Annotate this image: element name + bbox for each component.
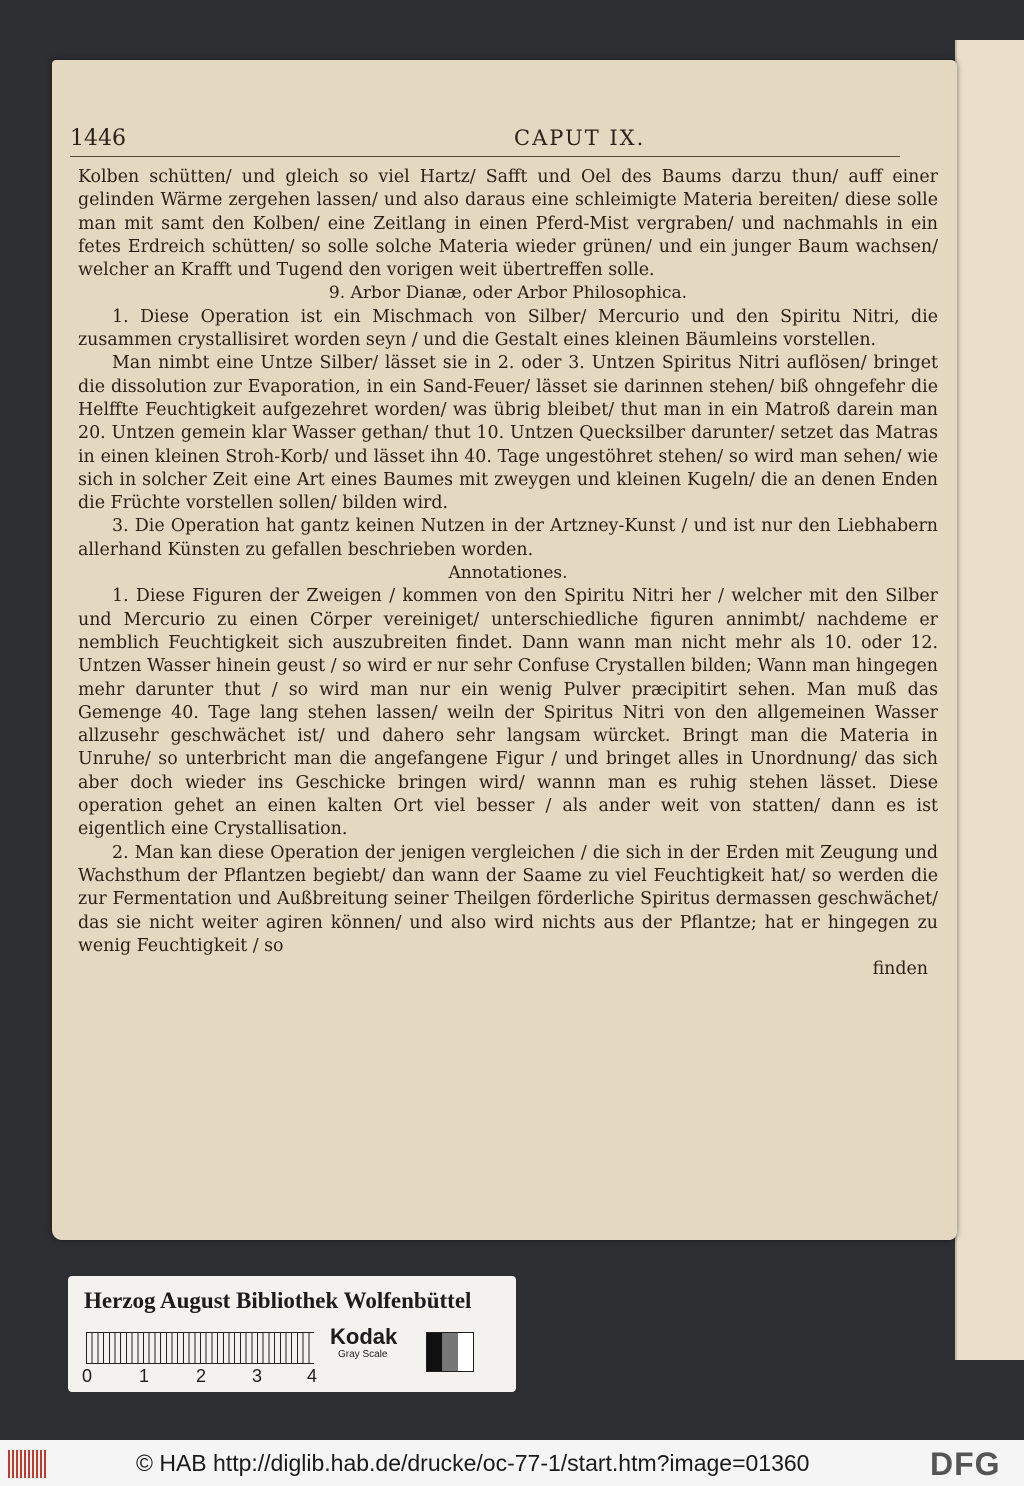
page-text	[78, 166, 938, 981]
page-number: 1446	[70, 126, 126, 151]
page-header	[70, 126, 900, 157]
paragraph: Kolben schütten/ und gleich so viel Hartz/ Safft und Oel des Baums darzu thun/ auff einer gelinden Wärme zergehen lassen/ und also daraus eine schleimigte Materia bereiten/ diese solle man mit samt den Kolben/ eine Zeitlang in einen Pferd-Mist vergraben/ und nachmahls in ein fetes Erdreich schütten/ so solle solche Materia wieder grünen/ und ein junger Baum wachsen/ welcher an Krafft und Tugend den vorigen weit übertreffen solle.	[78, 167, 938, 281]
running-head: CAPUT IX.	[514, 126, 646, 150]
scale-ruler	[86, 1332, 314, 1364]
section-heading: 9. Arbor Dianæ, oder Arbor Philosophica.	[328, 283, 688, 304]
catchword: finden	[872, 959, 928, 980]
facing-page	[955, 40, 1024, 1360]
barcode-icon	[8, 1450, 48, 1478]
gray-scale-patch	[426, 1332, 474, 1372]
ruler-number: 3	[252, 1366, 263, 1386]
library-name: Herzog August Bibliothek Wolfenbüttel	[84, 1288, 472, 1313]
section-heading: Annotationes.	[448, 563, 568, 584]
paragraph: 1. Diese Operation ist ein Mischmach von Silber/ Mercurio und den Spiritu Nitri, die zusammen crystallisiret worden seyn / und die Gestalt eines kleinen Bäumleins vorstellen.	[78, 306, 938, 351]
kodak-logo: Kodak	[330, 1324, 398, 1349]
ruler-number: 0	[82, 1366, 93, 1386]
library-card	[68, 1276, 516, 1392]
paragraph: Man nimbt eine Untze Silber/ lässet sie in 2. oder 3. Untzen Spiritus Nitri auflösen/ bringet die dissolution zur Evaporation, in ein Sand-Feuer/ lässet sie darinnen stehen/ biß ohngefehr die Helffte Feuchtigkeit aufgezehret worden/ was übrig bleibet/ thut man in ein Matroß darein man 20. Untzen gemein klar Wasser gethan/ thut 10. Untzen Quecksilber darunter/ setzet das Matras in einen kleinen Stroh-Korb/ und lässet ihn 40. Tage ungestöhret stehen/ so wird man sehen/ wie sich in solcher Zeit eine Art eines Baumes mit zweygen und kleinen Kugeln/ die an denen Enden die Früchte vorstellen sollen/ bilden wird.	[78, 353, 938, 514]
paragraph: 3. Die Operation hat gantz keinen Nutzen in der Artzney-Kunst / und ist nur den Liebhabern allerhand Künsten zu gefallen beschrieben worden.	[78, 516, 938, 560]
dfg-logo: DFG	[930, 1446, 1001, 1482]
ruler-number: 4	[307, 1366, 318, 1386]
paragraph: 2. Man kan diese Operation der jenigen vergleichen / die sich in der Erden mit Zeugung und Wachsthum der Pflantzen begiebt/ dan wann der Saame zu viel Feuchtigkeit hat/ so werden die zur Fermentation und Außbreitung seiner Theilgen förderliche Spiritus dermassen geschwächet/ das sie nicht weiter agiren können/ und also wird nichts aus der Pflantze; hat er hingegen zu wenig Feuchtigkeit / so	[78, 842, 938, 956]
ruler-number: 1	[139, 1366, 150, 1386]
footer-bar	[0, 1440, 1024, 1486]
ruler-number: 2	[196, 1366, 207, 1386]
source-citation[interactable]: © HAB http://diglib.hab.de/drucke/oc-77-1/start.htm?image=01360	[136, 1450, 810, 1476]
kodak-subtitle: Gray Scale	[338, 1349, 388, 1360]
paragraph: 1. Diese Figuren der Zweigen / kommen von den Spiritu Nitri her / welcher mit den Silber und Mercurio zu einen Cörper vereiniget/ unterschiedliche figuren annimbt/ nachdeme er nemblich Feuchtigkeit sich auszubreiten findet. Dann wann man nicht mehr als 10. oder 12. Untzen Wasser hinein geust / so wird er nur sehr Confuse Crystallen bilden; Wann man hingegen mehr darunter thut / so wird man nur ein wenig Pulver præcipitirt sehen. Man muß das Gemenge 40. Tage lang stehen lassen/ weiln der Spiritus Nitri von den allgemeinen Wasser allzusehr geschwächet ist/ und dahero sehr langsam würcket. Bringt man die Materia in Unruhe/ so unterbricht man die angefangene Figur / und bringet alles in Unordnung/ das sich aber doch wieder ins Geschicke bringen wird/ wannn man es ruhig stehen lässet. Diese operation gehet an einen kalten Ort viel besser / als ander weit von statten/ dann es ist eigentlich eine Crystallisation.	[78, 586, 938, 840]
